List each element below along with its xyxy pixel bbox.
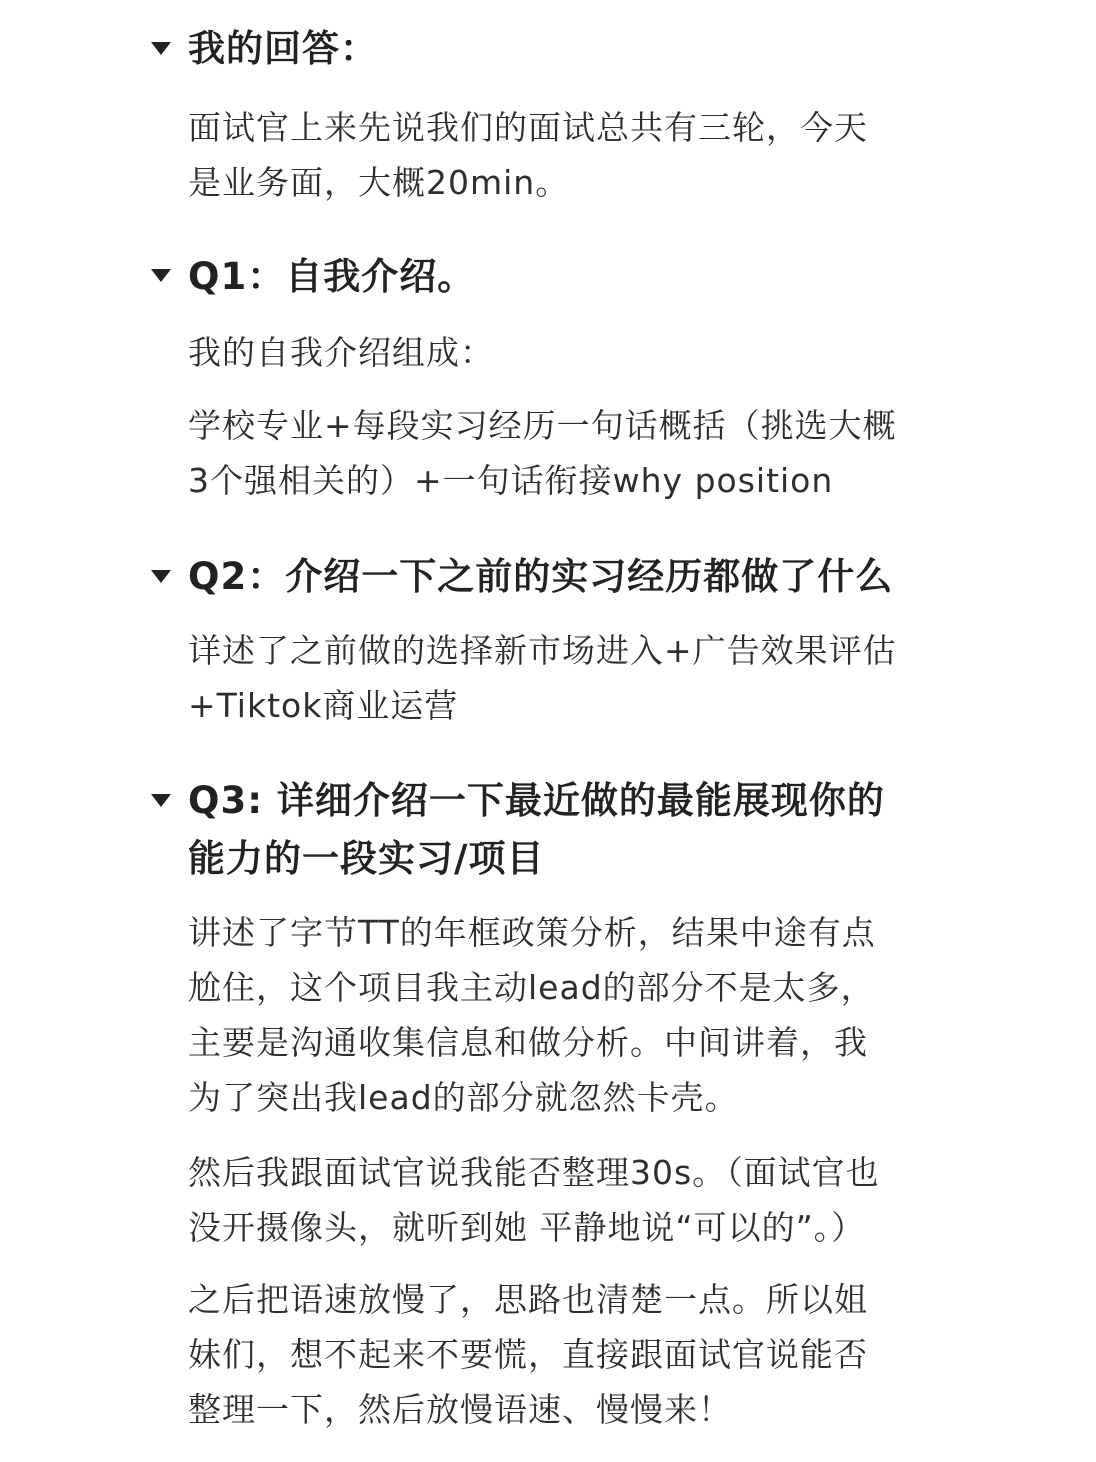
collapse-triangle-icon[interactable] [150,265,172,287]
paragraph: 之后把语速放慢了，思路也清楚一点。所以姐 妹们，想不起来不要慌，直接跟面试官说能否 整理一下，然后放慢语速、慢慢来！ [188,1280,868,1429]
paragraph: 讲述了字节TT的年框政策分析，结果中途有点 尬住，这个项目我主动lead的部分不是太多， 主要是沟通收集信息和做分析。中间讲着，我 为了突出我lead的部分就忽然卡壳。 [188,913,876,1117]
toggle-heading[interactable]: Q1：自我介绍。 [188,255,476,298]
paragraph: 我的自我介绍组成： [188,333,494,372]
toggle-heading[interactable]: 我的回答： [188,27,378,70]
collapse-triangle-icon[interactable] [150,566,172,588]
paragraph: 学校专业+每段实习经历一句话概括（挑选大概 3个强相关的）+一句话衔接why position [188,406,897,500]
toggle-heading[interactable]: Q2：介绍一下之前的实习经历都做了什么 [188,555,894,598]
toggle-heading[interactable]: Q3: 详细介绍一下最近做的最能展现你的 能力的一段实习/项目 [188,779,885,880]
paragraph: 面试官上来先说我们的面试总共有三轮，今天 是业务面，大概20min。 [188,108,868,202]
collapse-triangle-icon[interactable] [150,38,172,60]
collapse-triangle-icon[interactable] [150,790,172,812]
paragraph: 然后我跟面试官说我能否整理30s。（面试官也 没开摄像头，就听到她 平静地说“可以的”。） [188,1153,880,1247]
paragraph: 详述了之前做的选择新市场进入+广告效果评估 +Tiktok商业运营 [188,631,897,725]
